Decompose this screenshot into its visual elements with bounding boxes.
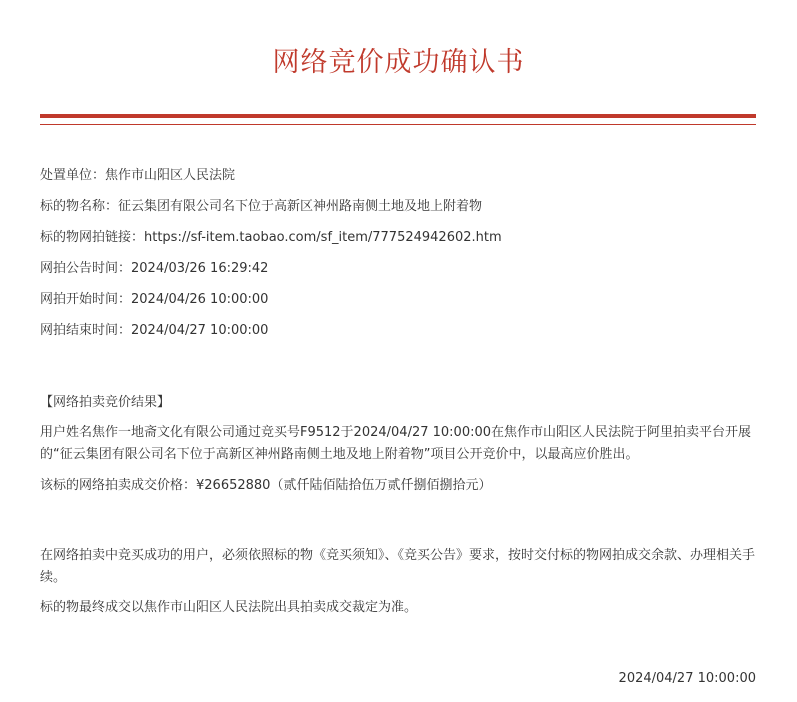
result-paragraph: 用户姓名焦作一地斋文化有限公司通过竞买号F9512于2024/04/27 10:00:00在焦作市山阳区人民法院于阿里拍卖平台开展的“征云集团有限公司名下位于高新区神州路南侧土地及地上附着物”项目公开竞价中，以最高应价胜出。 [40,425,752,462]
result-heading: 【网络拍卖竞价结果】 [40,395,171,410]
notice-final: 标的物最终成交以焦作市山阳区人民法院出具拍卖成交裁定为准。 [40,600,418,615]
end-time: 网拍结束时间：2024/04/27 10:00:00 [40,323,269,338]
item-name: 标的物名称：征云集团有限公司名下位于高新区神州路南侧土地及地上附着物 [40,199,483,214]
announce-time: 网拍公告时间：2024/03/26 16:29:42 [40,261,269,276]
title-divider-thick [40,114,756,118]
item-link: 标的物网拍链接：https://sf-item.taobao.com/sf_item/777524942602.htm [40,230,502,245]
page-title: 网络竞价成功确认书 [272,47,525,78]
notice-requirement: 在网络拍卖中竞买成功的用户，必须依照标的物《竞买须知》、《竞买公告》要求，按时交付标的物网拍成交余款、办理相关手续。 [40,548,756,585]
disposal-unit: 处置单位：焦作市山阳区人民法院 [40,168,236,183]
title-divider-thin [40,124,756,125]
start-time: 网拍开始时间：2024/04/26 10:00:00 [40,292,269,307]
footer-date: 2024/04/27 10:00:00 [618,671,756,686]
result-price: 该标的网络拍卖成交价格：¥26652880（贰仟陆佰陆拾伍万贰仟捌佰捌拾元） [40,478,492,493]
